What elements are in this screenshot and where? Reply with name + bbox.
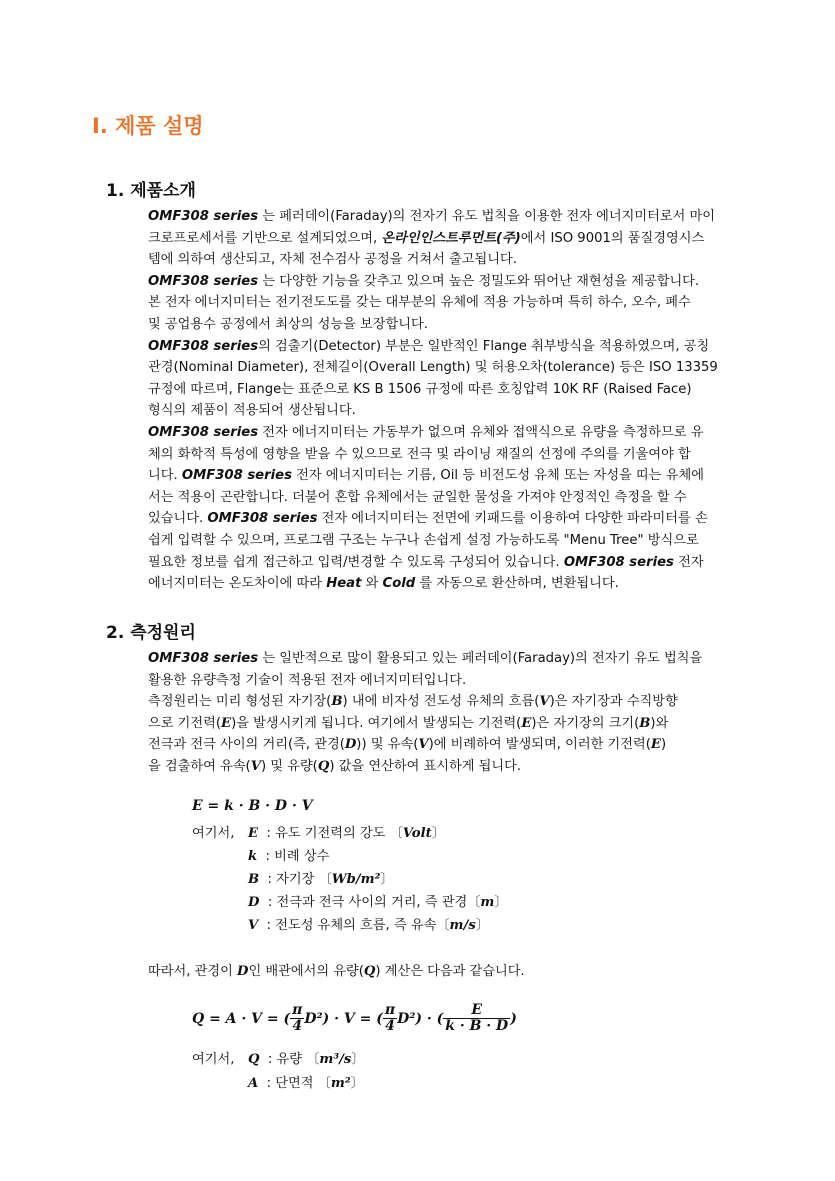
- symbol: E: [221, 715, 232, 731]
- intro-line: [148, 573, 776, 595]
- intro-line: [148, 336, 776, 358]
- text: 〕: [350, 1076, 364, 1091]
- text: )에 비례하여 발생되며, 이러한 기전력(: [428, 737, 651, 753]
- text: 〕: [380, 872, 394, 887]
- text: 니다.: [148, 468, 178, 484]
- intro-line: 체의 화학적 특성에 영향을 받을 수 있으므로 전극 및 라이닝 재질의 선정에 주의를 기울여야 합: [148, 446, 691, 462]
- symbol: E: [248, 826, 259, 841]
- text: : 단면적 〔: [266, 1076, 331, 1091]
- product-name: OMF308 series: [563, 554, 674, 570]
- numerator: π: [292, 1002, 303, 1018]
- text: 〕: [351, 1052, 365, 1067]
- unit: Wb/m²: [331, 872, 381, 887]
- text: : 전극과 전극 사이의 거리, 즉 관경〔: [267, 895, 481, 910]
- text: 을 검출하여 유속(: [148, 758, 251, 774]
- text: 따라서, 관경이: [148, 964, 238, 979]
- formula-emf: E = k · B · D · V: [192, 798, 313, 814]
- text: 는 다양한 기능을 갖추고 있으며 높은 정밀도와 뛰어난 재현성을 제공합니다.: [262, 273, 700, 289]
- where-label-2: 여기서,: [192, 1052, 235, 1067]
- text: 〕: [431, 826, 445, 841]
- text: ) 및 유량(: [260, 758, 318, 774]
- symbol: Q: [248, 1052, 260, 1067]
- product-name: OMF308 series: [148, 651, 259, 666]
- heading-product-intro: 1. 제품소개: [106, 181, 196, 201]
- text: 전자 에너지미터는 가동부가 없으며 유체와 접액식으로 유량을 측정하므로 유: [258, 424, 704, 440]
- cold-label: Cold: [382, 576, 416, 592]
- text: 크로프로세서를 기반으로 설계되었으며,: [148, 230, 378, 246]
- product-name: OMF308 series: [207, 511, 318, 527]
- intro-line: [148, 552, 776, 574]
- intro-line: 서는 적용이 곤란합니다. 더불어 혼합 유체에서는 균일한 물성을 가져야 안정적인 측정을 할 수: [148, 489, 687, 505]
- text: )) 및 유속(: [356, 737, 419, 753]
- text: ) 내에 비자성 전도성 유체의 흐름(: [342, 694, 540, 710]
- product-name: OMF308 series: [148, 209, 259, 224]
- formula-part: ): [510, 1010, 517, 1027]
- symbol: A: [248, 1076, 259, 1091]
- symbol: E: [521, 715, 532, 731]
- symbol: Q: [317, 758, 330, 774]
- text: 인 배관에서의 유량(: [248, 964, 364, 979]
- intro-line: [148, 206, 776, 228]
- intro-line: 관경(Nominal Diameter), 전체길이(Overall Length) 및 허용오차(tolerance) 등은 ISO 13359: [148, 360, 718, 376]
- def-row: [248, 1048, 365, 1067]
- product-name: OMF308 series: [148, 273, 259, 289]
- intro-line: [148, 508, 776, 530]
- intro-line: 규정에 따르며, Flange는 표준으로 KS B 1506 규정에 따른 호칭압력 10K RF (Raised Face): [148, 381, 692, 397]
- text: 전자 에너지미터는 전면에 키패드를 이용하여 다양한 파라미터를 손: [321, 511, 708, 527]
- text: )은 자기장과 수직방향: [549, 694, 678, 710]
- text: )을 발생시키게 됩니다. 여기에서 발생되는 기전력(: [231, 715, 522, 731]
- symbol: D: [344, 737, 357, 753]
- text: 〕: [494, 895, 508, 910]
- symbol: V: [250, 758, 261, 774]
- text: ): [660, 737, 667, 753]
- unit: Volt: [402, 826, 432, 841]
- intro-line: [148, 422, 776, 444]
- symbol: D: [237, 964, 249, 979]
- section-title: I. 제품 설명: [92, 114, 204, 138]
- text: 에서 ISO 9001의 품질경영시스: [520, 230, 705, 246]
- text: 있습니다.: [148, 511, 204, 527]
- text: 〕: [475, 918, 489, 933]
- intro-line: 및 공업용수 공정에서 최상의 성능을 보장합니다.: [148, 316, 428, 332]
- fraction-pi-4: [383, 1003, 397, 1035]
- text: 와: [365, 576, 379, 592]
- heat-label: Heat: [326, 576, 362, 592]
- formula-part: ) · V = (: [322, 1010, 383, 1027]
- heading-measurement-principle: 2. 측정원리: [106, 623, 196, 643]
- principle-paragraph: [148, 648, 776, 778]
- formula-part: D²: [397, 1010, 416, 1027]
- text: 는 페러데이(Faraday)의 전자기 유도 법칙을 이용한 전자 에너지미터로서 마이: [262, 209, 716, 224]
- def-row: [248, 891, 508, 910]
- text: : 자기장 〔: [267, 872, 332, 887]
- principle-line: [148, 691, 776, 713]
- def-row: [248, 1072, 364, 1091]
- where-label-1: 여기서,: [192, 826, 235, 841]
- principle-line: [148, 648, 776, 670]
- formula-part: ) · (: [415, 1010, 444, 1027]
- flow-intro-line: [148, 960, 525, 979]
- product-name: OMF308 series: [148, 424, 259, 440]
- text: 전자: [678, 554, 704, 570]
- text: : 유량 〔: [267, 1052, 320, 1067]
- denominator: 4: [292, 1018, 303, 1035]
- def-row: [248, 914, 489, 933]
- intro-line: [148, 228, 776, 250]
- unit: m³/s: [319, 1052, 352, 1067]
- text: 전자 에너지미터는 기름, Oil 등 비전도성 유체 또는 자성을 띠는 유체에: [296, 468, 704, 484]
- intro-line: [148, 271, 776, 293]
- symbol: D: [248, 895, 260, 910]
- text: )와: [650, 715, 669, 731]
- symbol: V: [418, 737, 429, 753]
- symbol: B: [639, 715, 651, 731]
- symbol: E: [650, 737, 661, 753]
- def-row: [248, 822, 445, 841]
- text: 에너지미터는 온도차이에 따라: [148, 576, 322, 592]
- numerator: E: [443, 1003, 510, 1019]
- product-name: OMF308 series: [148, 338, 259, 354]
- def-row: [248, 845, 329, 864]
- intro-line: 템에 의하여 생산되고, 자체 전수검사 공정을 거쳐서 출고됩니다.: [148, 252, 517, 268]
- symbol: B: [331, 694, 343, 710]
- numerator: π: [384, 1002, 396, 1018]
- text: )은 자기장의 크기(: [531, 715, 640, 731]
- text: 를 자동으로 환산하며, 변환됩니다.: [419, 576, 619, 592]
- text: 는 일반적으로 많이 활용되고 있는 페러데이(Faraday)의 전자기 유도 법칙을: [262, 651, 703, 666]
- denominator: 4: [385, 1018, 395, 1035]
- principle-line: [148, 734, 776, 756]
- symbol: V: [539, 694, 550, 710]
- intro-line: 쉽게 입력할 수 있으며, 프로그램 구조는 누구나 손쉽게 설정 가능하도록 "Menu Tree" 방식으로: [148, 532, 699, 548]
- symbol: Q: [363, 964, 376, 979]
- text: 전극과 전극 사이의 거리(즉, 관경(: [148, 737, 345, 753]
- product-name: OMF308 series: [181, 468, 292, 484]
- formula-flow: [192, 1003, 517, 1035]
- principle-line: 활용한 유량측정 기술이 적용된 전자 에너지미터입니다.: [148, 672, 467, 688]
- symbol: k: [248, 849, 258, 864]
- intro-line: 본 전자 에너지미터는 전기전도도를 갖는 대부분의 유체에 적용 가능하며 특히 하수, 오수, 폐수: [148, 295, 691, 311]
- text: ) 계산은 다음과 같습니다.: [375, 964, 525, 979]
- def-row: [248, 868, 394, 887]
- formula-part: Q = A · V = (: [192, 1010, 291, 1027]
- symbol: V: [248, 918, 259, 933]
- text: ) 값을 연산하여 표시하게 됩니다.: [329, 758, 522, 774]
- intro-paragraph: [148, 206, 776, 595]
- denominator: k · B · D: [445, 1018, 509, 1035]
- principle-line: [148, 713, 776, 735]
- fraction-pi-4: [290, 1003, 304, 1035]
- text: : 유도 기전력의 강도 〔: [266, 826, 403, 841]
- text: : 전도성 유체의 흐름, 즉 유속〔: [266, 918, 450, 933]
- intro-line: 형식의 제품이 적용되어 생산됩니다.: [148, 403, 356, 419]
- symbol: B: [248, 872, 260, 887]
- text: 의 검출기(Detector) 부분은 일반적인 Flange 취부방식을 적용하였으며, 공칭: [258, 338, 710, 354]
- unit: m/s: [449, 918, 476, 933]
- intro-line: [148, 465, 776, 487]
- fraction-e-over-kbd: [443, 1003, 510, 1035]
- principle-line: [148, 756, 776, 778]
- text: 필요한 정보를 쉽게 접근하고 입력/변경할 수 있도록 구성되어 있습니다.: [148, 554, 560, 570]
- text: 으로 기전력(: [148, 715, 222, 731]
- formula-part: D²: [304, 1010, 323, 1027]
- unit: m²: [330, 1076, 351, 1091]
- text: 측정원리는 미리 형성된 자기장(: [148, 694, 332, 710]
- company-name: 온라인인스트루먼트(주): [381, 230, 521, 246]
- text: : 비례 상수: [265, 849, 330, 864]
- unit: m: [480, 895, 495, 910]
